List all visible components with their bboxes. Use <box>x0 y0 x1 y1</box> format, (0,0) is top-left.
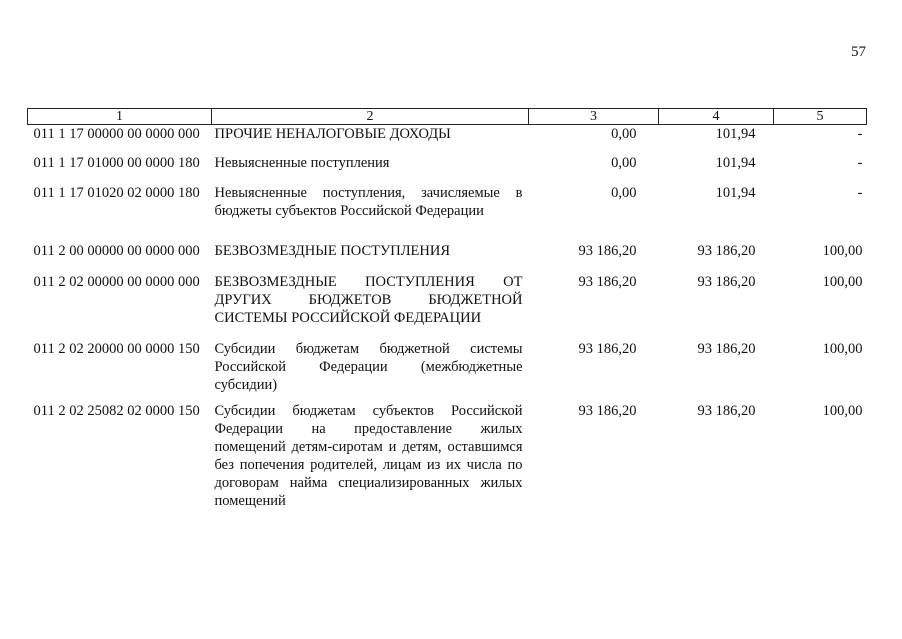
row-col5: 100,00 <box>822 340 863 357</box>
row-name: Невыясненные поступления, зачисляемые в бюджеты субъектов Российской Федерации <box>214 184 523 219</box>
row-col3: 93 186,20 <box>578 340 637 357</box>
header-col-3: 3 <box>529 109 659 125</box>
header-col-1: 1 <box>28 109 212 125</box>
row-col4: 93 186,20 <box>697 242 756 259</box>
row-code: 011 2 02 25082 02 0000 150 <box>33 402 200 419</box>
row-col4: 93 186,20 <box>697 273 756 290</box>
row-code: 011 1 17 00000 00 0000 000 <box>33 126 200 142</box>
row-code: 011 1 17 01020 02 0000 180 <box>33 184 200 201</box>
table-row <box>28 184 867 242</box>
row-col5: - <box>857 126 863 142</box>
row-name: БЕЗВОЗМЕЗДНЫЕ ПОСТУПЛЕНИЯ ОТ ДРУГИХ БЮДЖЕТОВ БЮДЖЕТНОЙ СИСТЕМЫ РОССИЙСКОЙ ФЕДЕРАЦИИ <box>214 273 523 326</box>
table-row <box>28 340 867 402</box>
header-col-5: 5 <box>774 109 867 125</box>
row-col4: 101,94 <box>715 154 756 171</box>
row-name: Субсидии бюджетам субъектов Российской Федерации на предоставление жилых помещений детям-сиротам и детям, оставшимся без попечения родителей, лицам из их числа по договорам найма специализированных жилых помещений <box>214 402 523 509</box>
row-col5: - <box>857 154 863 171</box>
row-code: 011 2 02 00000 00 0000 000 <box>33 273 200 290</box>
row-col5: - <box>857 184 863 201</box>
row-col4: 93 186,20 <box>697 402 756 419</box>
row-col3: 93 186,20 <box>578 242 637 259</box>
budget-table <box>27 108 867 514</box>
row-col5: 100,00 <box>822 242 863 259</box>
row-name: ПРОЧИЕ НЕНАЛОГОВЫЕ ДОХОДЫ <box>214 126 451 142</box>
table-row <box>28 273 867 340</box>
row-name: Субсидии бюджетам бюджетной системы Российской Федерации (межбюджетные субсидии) <box>214 340 523 393</box>
row-col4: 93 186,20 <box>697 340 756 357</box>
table-row <box>28 125 867 154</box>
table-row <box>28 154 867 184</box>
row-col3: 0,00 <box>611 154 637 171</box>
table-row <box>28 402 867 514</box>
row-col3: 93 186,20 <box>578 402 637 419</box>
page-number: 57 <box>851 44 866 60</box>
row-col3: 93 186,20 <box>578 273 637 290</box>
table-row <box>28 242 867 273</box>
row-code: 011 2 00 00000 00 0000 000 <box>33 242 200 259</box>
header-row <box>28 109 867 125</box>
row-code: 011 1 17 01000 00 0000 180 <box>33 154 200 171</box>
row-name: БЕЗВОЗМЕЗДНЫЕ ПОСТУПЛЕНИЯ <box>214 242 451 259</box>
row-col3: 0,00 <box>611 184 637 201</box>
row-name: Невыясненные поступления <box>214 154 390 171</box>
row-col5: 100,00 <box>822 402 863 419</box>
row-col3: 0,00 <box>611 126 637 142</box>
row-col4: 101,94 <box>715 184 756 201</box>
row-col4: 101,94 <box>715 126 756 142</box>
header-col-2: 2 <box>212 109 529 125</box>
row-code: 011 2 02 20000 00 0000 150 <box>33 340 200 357</box>
header-col-4: 4 <box>659 109 774 125</box>
row-col5: 100,00 <box>822 273 863 290</box>
